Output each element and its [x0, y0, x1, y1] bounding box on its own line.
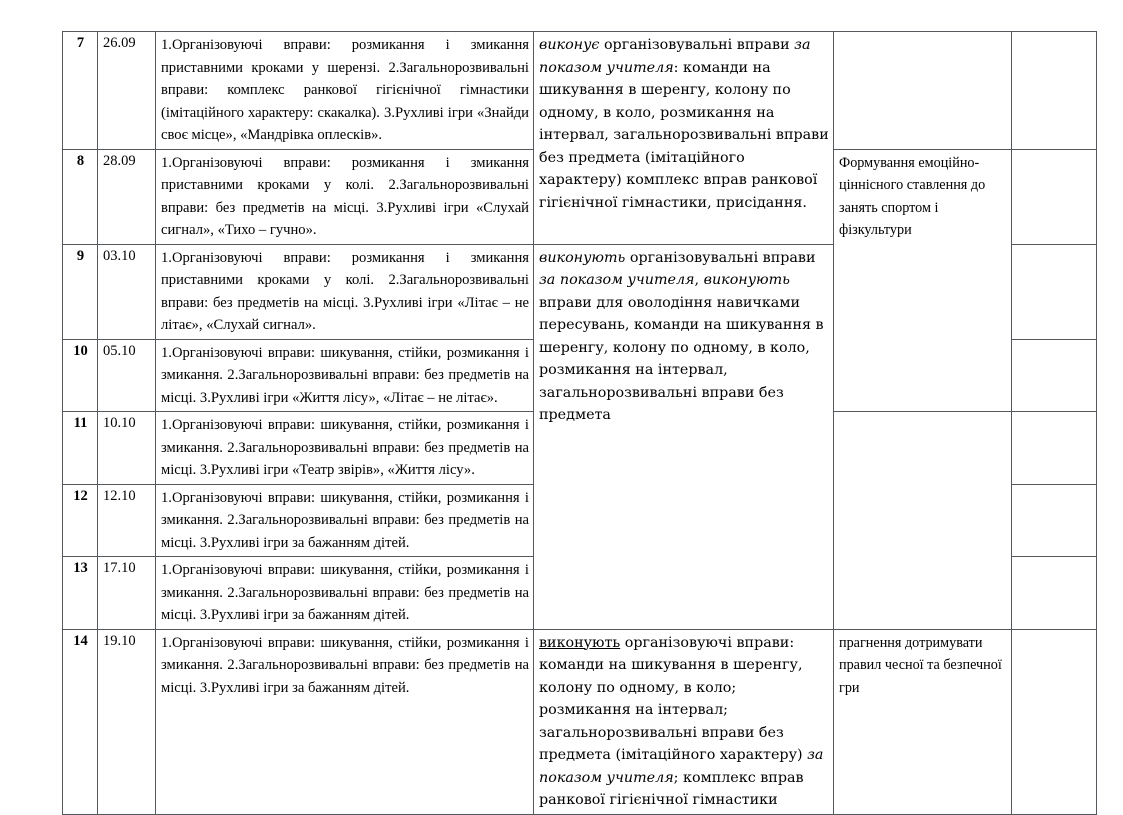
teacher-emphasis-lead: виконує	[539, 37, 600, 53]
teacher-emphasis-2: за показом учителя	[539, 747, 824, 786]
row-content: 1.Організовуючі вправи: шикування, стійки, розмикання і змикання. 2.Загальнорозвивальні вправи: без предметів на місці. 3.Рухливі ігри «Театр звірів», «Життя лісу».	[156, 412, 534, 485]
row-number: 7	[63, 32, 98, 150]
row-number: 13	[63, 557, 98, 630]
teacher-text-1: організовуючі вправи: команди на шикування в шеренгу, колону по одному, в коло; розмикання на інтервал; загальнорозвивальні вправи без предмета (імітаційного характеру)	[539, 634, 808, 763]
teacher-text-2: ; комплекс вправ ранкової гігієнічної гімнастики	[539, 769, 804, 808]
row-number: 14	[63, 629, 98, 814]
teacher-emphasis-2: за показом учителя	[539, 272, 695, 288]
teacher-text-1: організовувальні вправи	[599, 37, 795, 53]
lesson-plan-table	[62, 31, 1097, 815]
teacher-underline-lead: виконують	[539, 634, 621, 651]
teacher-activity-block-a	[534, 32, 834, 245]
row-content: 1.Організовуючі вправи: шикування, стійки, розмикання і змикання. 2.Загальнорозвивальні вправи: без предметів на місці. 3.Рухливі ігри «Життя лісу», «Літає – не літає».	[156, 339, 534, 412]
goal-cell-empty-top	[834, 32, 1012, 150]
teacher-text-1: організовувальні вправи	[625, 249, 816, 266]
row-number: 11	[63, 412, 98, 485]
table-row	[63, 629, 1097, 814]
table-row	[63, 32, 1097, 150]
row-date: 05.10	[98, 339, 156, 412]
extra-cell-empty	[1012, 629, 1097, 814]
row-content: 1.Організовуючі вправи: шикування, стійки, розмикання і змикання. 2.Загальнорозвивальні вправи: без предметів на місці. 3.Рухливі ігри за бажанням дітей.	[156, 629, 534, 814]
row-date: 17.10	[98, 557, 156, 630]
row-date: 19.10	[98, 629, 156, 814]
goal-block-a: Формування емоційно-ціннісного ставлення до занять спортом і фізкультури	[834, 149, 1012, 412]
row-date: 12.10	[98, 484, 156, 557]
extra-cell-empty	[1012, 244, 1097, 339]
extra-cell-empty	[1012, 32, 1097, 150]
goal-cell-empty-middle	[834, 412, 1012, 630]
teacher-emphasis-lead: виконують	[539, 249, 626, 266]
extra-cell-empty	[1012, 149, 1097, 244]
teacher-text-3: вправи для оволодіння навичками пересувань, команди на шикування в шеренгу, колону по одному, в коло, розмикання на інтервал, загальнорозвивальні вправи без предмета	[539, 294, 824, 423]
row-number: 8	[63, 149, 98, 244]
row-content: 1.Організовуючі вправи: розмикання і змикання приставними кроками у колі. 2.Загальнорозвивальні вправи: без предметів на місці. 3.Рухливі ігри «Слухай сигнал», «Тихо – гучно».	[156, 149, 534, 244]
row-content: 1.Організовуючі вправи: шикування, стійки, розмикання і змикання. 2.Загальнорозвивальні вправи: без предметів на місці. 3.Рухливі ігри за бажанням дітей.	[156, 557, 534, 630]
row-content: 1.Організовуючі вправи: шикування, стійки, розмикання і змикання. 2.Загальнорозвивальні вправи: без предметів на місці. 3.Рухливі ігри за бажанням дітей.	[156, 484, 534, 557]
row-number: 9	[63, 244, 98, 339]
teacher-activity-block-c	[534, 629, 834, 814]
teacher-activity-block-b	[534, 244, 834, 629]
extra-cell-empty	[1012, 412, 1097, 485]
teacher-text-2: : команди на шикування в шеренгу, колону по одному, в коло, розмикання на інтервал, загальнорозвивальні вправи без предмета (імітаційного характеру) комплекс вправ ранкової гігієнічної гімнастики, присідання.	[539, 59, 829, 211]
row-date: 10.10	[98, 412, 156, 485]
row-date: 26.09	[98, 32, 156, 150]
row-content: 1.Організовуючі вправи: розмикання і змикання приставними кроками у шерензі. 2.Загальнорозвивальні вправи: комплекс ранкової гігієнічної гімнастики (імітаційного характеру: скакалка). 3.Рухливі ігри «Знайди своє місце», «Мандрівка оплесків».	[156, 32, 534, 150]
extra-cell-empty	[1012, 484, 1097, 557]
row-number: 12	[63, 484, 98, 557]
row-date: 28.09	[98, 149, 156, 244]
row-date: 03.10	[98, 244, 156, 339]
teacher-emphasis-2: за показом учителя	[539, 37, 811, 76]
teacher-text-2: ,	[694, 272, 704, 288]
extra-cell-empty	[1012, 557, 1097, 630]
goal-block-b: прагнення дотримувати правил чесної та безпечної гри	[834, 629, 1012, 814]
row-content: 1.Організовуючі вправи: розмикання і змикання приставними кроками у колі. 2.Загальнорозвивальні вправи: без предметів на місці. 3.Рухливі ігри «Літає – не літає», «Слухай сигнал».	[156, 244, 534, 339]
extra-cell-empty	[1012, 339, 1097, 412]
teacher-emphasis-3: виконують	[703, 272, 790, 288]
row-number: 10	[63, 339, 98, 412]
